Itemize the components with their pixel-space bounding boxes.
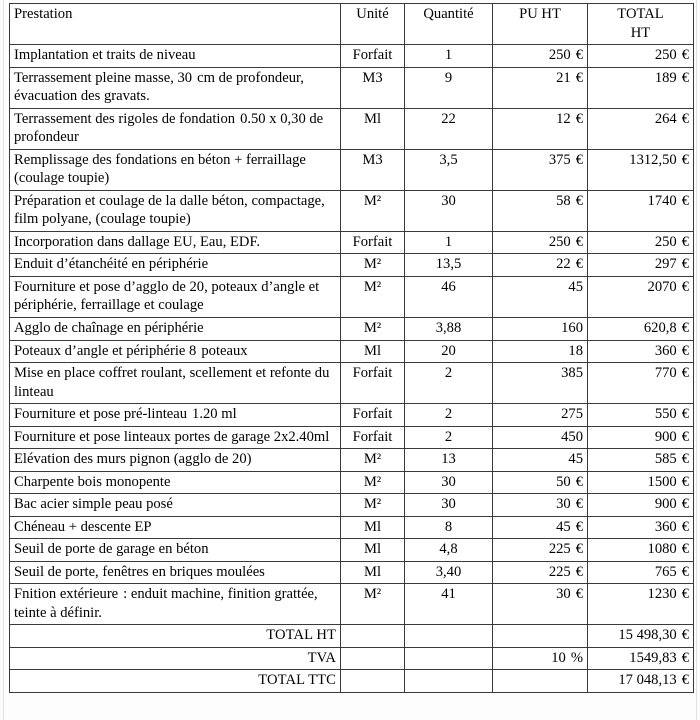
table-row xyxy=(10,254,694,277)
cell-total-ht: 550 € xyxy=(588,404,694,427)
cell-unite: M² xyxy=(341,449,405,472)
column-header-prestation: Prestation xyxy=(10,4,341,45)
cell-prestation: Seuil de porte de garage en béton xyxy=(10,539,341,562)
table-row xyxy=(10,449,694,472)
cell-total-ht: 765 € xyxy=(588,561,694,584)
cell-total-ht: 2070 € xyxy=(588,276,694,317)
cell-quantite: 2 xyxy=(405,426,493,449)
table-row xyxy=(10,363,694,404)
cell-prestation: Enduit d’étanchéité en périphérie xyxy=(10,254,341,277)
cell-pu-ht: 58 € xyxy=(493,190,588,231)
cell-prestation: Préparation et coulage de la dalle béton, compactage, film polyane, (coulage toupie) xyxy=(10,190,341,231)
cell-prestation: Implantation et traits de niveau xyxy=(10,45,341,68)
cell-quantite: 13,5 xyxy=(405,254,493,277)
cell-quantite: 46 xyxy=(405,276,493,317)
cell-total-ht: 585 € xyxy=(588,449,694,472)
cell-quantite: 20 xyxy=(405,340,493,363)
cell-total-ht: 360 € xyxy=(588,340,694,363)
cell-quantite: 2 xyxy=(405,363,493,404)
table-header xyxy=(10,4,694,45)
table-row xyxy=(10,471,694,494)
cell-unite: Forfait xyxy=(341,426,405,449)
cell-unite: Ml xyxy=(341,539,405,562)
table-row xyxy=(10,190,694,231)
cell-unite: Ml xyxy=(341,561,405,584)
cell-quantite: 2 xyxy=(405,404,493,427)
cell-pu-ht: 225 € xyxy=(493,561,588,584)
cell-prestation: Fourniture et pose d’agglo de 20, poteaux d’angle et périphérie, ferraillage et coulage xyxy=(10,276,341,317)
column-header-unite: Unité xyxy=(341,4,405,45)
table-row xyxy=(10,149,694,190)
cell-pu-ht: 30 € xyxy=(493,494,588,517)
cell-quantite: 9 xyxy=(405,67,493,108)
cell-quantite: 41 xyxy=(405,584,493,625)
cell-prestation: Agglo de chaînage en périphérie xyxy=(10,317,341,340)
cell-unite: M² xyxy=(341,471,405,494)
cell-total-ht: 620,8 € xyxy=(588,317,694,340)
table-row xyxy=(10,494,694,517)
cell-prestation: Fnition extérieure : enduit machine, finition grattée, teinte à définir. xyxy=(10,584,341,625)
column-header-pu-ht: PU HT xyxy=(493,4,588,45)
cell-total-ht: 17 048,13 € xyxy=(588,670,694,693)
cell-pu-ht: 30 € xyxy=(493,584,588,625)
cell-total-ht: 900 € xyxy=(588,426,694,449)
table-row xyxy=(10,108,694,149)
cell-total-ht: 1500 € xyxy=(588,471,694,494)
cell-unite: M² xyxy=(341,317,405,340)
cell-total-ht: 1740 € xyxy=(588,190,694,231)
cell-total-ht: 15 498,30 € xyxy=(588,625,694,648)
cell-pu-ht: 375 € xyxy=(493,149,588,190)
cell-unite: M² xyxy=(341,190,405,231)
cell-quantite: 13 xyxy=(405,449,493,472)
cell-unite: Ml xyxy=(341,340,405,363)
cell-pu-ht: 22 € xyxy=(493,254,588,277)
cell-pu-ht: 385 xyxy=(493,363,588,404)
cell-prestation: Charpente bois monopente xyxy=(10,471,341,494)
cell-total-label: TVA xyxy=(10,647,341,670)
cell-quantite: 1 xyxy=(405,231,493,254)
cell-total-ht: 1549,83 € xyxy=(588,647,694,670)
cell-unite: M² xyxy=(341,584,405,625)
cell-total-ht: 1230 € xyxy=(588,584,694,625)
cell-quantite: 30 xyxy=(405,471,493,494)
table-row xyxy=(10,231,694,254)
cell-unite: M² xyxy=(341,494,405,517)
cell-unite: Ml xyxy=(341,108,405,149)
column-header-quantite: Quantité xyxy=(405,4,493,45)
cell-prestation: Elévation des murs pignon (agglo de 20) xyxy=(10,449,341,472)
cell-total-ht: 264 € xyxy=(588,108,694,149)
cell-total-ht: 900 € xyxy=(588,494,694,517)
table-row xyxy=(10,584,694,625)
cell-quantite: 1 xyxy=(405,45,493,68)
cell-prestation: Terrassement pleine masse, 30 cm de profondeur, évacuation des gravats. xyxy=(10,67,341,108)
cell-pu-ht: 12 € xyxy=(493,108,588,149)
cell-quantite: 22 xyxy=(405,108,493,149)
table-row xyxy=(10,317,694,340)
cell-prestation: Fourniture et pose pré-linteau 1.20 ml xyxy=(10,404,341,427)
cell-quantite: 3,88 xyxy=(405,317,493,340)
cell-pu-ht: 45 xyxy=(493,449,588,472)
cell-pu-ht: 160 xyxy=(493,317,588,340)
column-header-total-ht-line2: HT xyxy=(630,24,651,41)
devis-table-container xyxy=(9,3,693,693)
cell-total-ht: 770 € xyxy=(588,363,694,404)
cell-quantite: 30 xyxy=(405,494,493,517)
cell-pu-ht: 18 xyxy=(493,340,588,363)
cell-unite xyxy=(341,625,405,648)
cell-prestation: Remplissage des fondations en béton + ferraillage (coulage toupie) xyxy=(10,149,341,190)
cell-total-ht: 297 € xyxy=(588,254,694,277)
table-row xyxy=(10,561,694,584)
cell-unite xyxy=(341,670,405,693)
cell-unite: Forfait xyxy=(341,404,405,427)
cell-unite: M² xyxy=(341,276,405,317)
cell-quantite: 4,8 xyxy=(405,539,493,562)
cell-prestation: Seuil de porte, fenêtres en briques moulées xyxy=(10,561,341,584)
cell-prestation: Chéneau + descente EP xyxy=(10,516,341,539)
cell-pu-ht: 21 € xyxy=(493,67,588,108)
cell-unite: M3 xyxy=(341,67,405,108)
cell-total-ht: 1080 € xyxy=(588,539,694,562)
table-row xyxy=(10,340,694,363)
cell-unite: Forfait xyxy=(341,363,405,404)
cell-quantite xyxy=(405,625,493,648)
cell-unite: M² xyxy=(341,254,405,277)
cell-quantite: 8 xyxy=(405,516,493,539)
cell-pu-ht: 10 % xyxy=(493,647,588,670)
totals-row xyxy=(10,625,694,648)
cell-unite: Forfait xyxy=(341,45,405,68)
cell-total-ht: 189 € xyxy=(588,67,694,108)
table-row xyxy=(10,276,694,317)
table-body xyxy=(10,45,694,693)
devis-table xyxy=(9,3,694,693)
cell-quantite: 3,5 xyxy=(405,149,493,190)
header-row xyxy=(10,4,694,45)
cell-quantite xyxy=(405,647,493,670)
table-row xyxy=(10,45,694,68)
cell-pu-ht xyxy=(493,670,588,693)
cell-unite: Ml xyxy=(341,516,405,539)
cell-pu-ht: 225 € xyxy=(493,539,588,562)
cell-pu-ht: 50 € xyxy=(493,471,588,494)
cell-prestation: Poteaux d’angle et périphérie 8 poteaux xyxy=(10,340,341,363)
cell-pu-ht: 275 xyxy=(493,404,588,427)
cell-prestation: Terrassement des rigoles de fondation 0.50 x 0,30 de profondeur xyxy=(10,108,341,149)
cell-quantite xyxy=(405,670,493,693)
column-header-total-ht-line1: TOTAL xyxy=(617,6,664,22)
cell-pu-ht xyxy=(493,625,588,648)
cell-quantite: 30 xyxy=(405,190,493,231)
table-row xyxy=(10,426,694,449)
totals-row xyxy=(10,647,694,670)
table-row xyxy=(10,539,694,562)
table-row xyxy=(10,516,694,539)
cell-prestation: Bac acier simple peau posé xyxy=(10,494,341,517)
cell-unite: M3 xyxy=(341,149,405,190)
cell-pu-ht: 250 € xyxy=(493,231,588,254)
column-header-total-ht xyxy=(588,4,694,45)
cell-prestation: Mise en place coffret roulant, scellement et refonte du linteau xyxy=(10,363,341,404)
cell-quantite: 3,40 xyxy=(405,561,493,584)
cell-pu-ht: 450 xyxy=(493,426,588,449)
table-row xyxy=(10,404,694,427)
cell-prestation: Incorporation dans dallage EU, Eau, EDF. xyxy=(10,231,341,254)
cell-total-ht: 1312,50 € xyxy=(588,149,694,190)
cell-total-ht: 250 € xyxy=(588,45,694,68)
cell-prestation: Fourniture et pose linteaux portes de garage 2x2.40ml xyxy=(10,426,341,449)
cell-pu-ht: 250 € xyxy=(493,45,588,68)
totals-row xyxy=(10,670,694,693)
cell-unite: Forfait xyxy=(341,231,405,254)
cell-total-ht: 250 € xyxy=(588,231,694,254)
cell-total-ht: 360 € xyxy=(588,516,694,539)
cell-unite xyxy=(341,647,405,670)
cell-pu-ht: 45 xyxy=(493,276,588,317)
cell-pu-ht: 45 € xyxy=(493,516,588,539)
table-row xyxy=(10,67,694,108)
cell-total-label: TOTAL HT xyxy=(10,625,341,648)
cell-total-label: TOTAL TTC xyxy=(10,670,341,693)
